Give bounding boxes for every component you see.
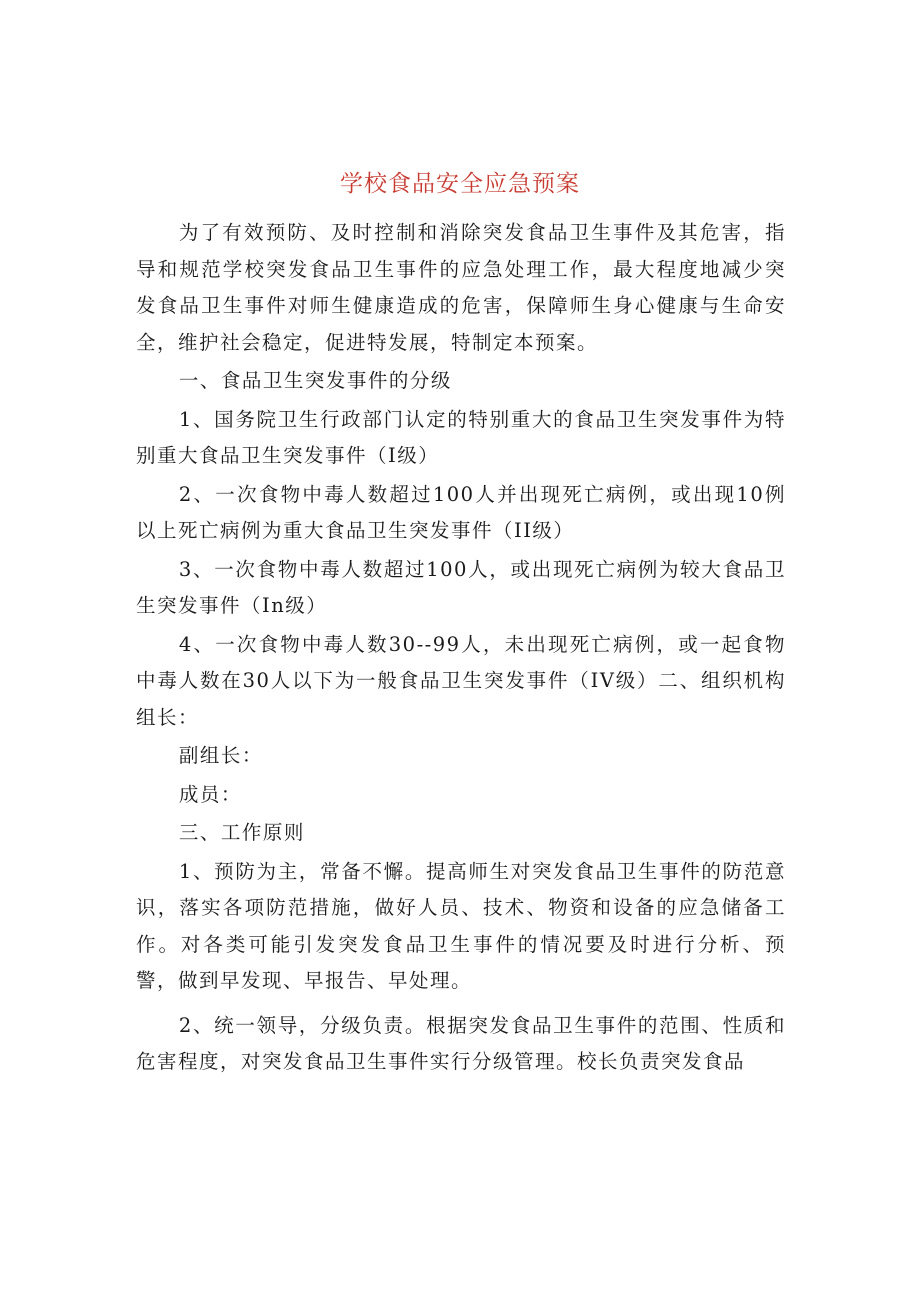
document-title: 学校食品安全应急预案	[340, 171, 580, 197]
grading-item-3: 3、一次食物中毒人数超过100人，或出现死亡病例为较大食品卫生突发事件（In级）	[136, 557, 786, 617]
section-heading-principles: 三、工作原则	[178, 821, 305, 844]
vice-leader-line: 副组长：	[178, 744, 263, 767]
document-body	[136, 215, 786, 1081]
section-heading-grading: 一、食品卫生突发事件的分级	[178, 369, 452, 392]
grading-item-1: 1、国务院卫生行政部门认定的特别重大的食品卫生突发事件为特别重大食品卫生突发事件（I级）	[136, 407, 786, 467]
members-line: 成员：	[178, 782, 242, 806]
principle-item-1: 1、预防为主，常备不懈。提高师生对突发食品卫生事件的防范意识，落实各项防范措施，做好人员、技术、物资和设备的应急储备工作。对各类可能引发突发食品卫生事件的情况要及时进行分析、预警，做到早发现、早报告、早处理。	[136, 859, 786, 992]
grading-item-4: 4、一次食物中毒人数30--99人，未出现死亡病例，或一起食物中毒人数在30人以下为一般食品卫生突发事件（IV级）二、组织机构组长：	[136, 632, 786, 729]
grading-item-2: 2、一次食物中毒人数超过100人并出现死亡病例，或出现10例以上死亡病例为重大食品卫生突发事件（II级）	[136, 482, 786, 542]
intro-paragraph: 为了有效预防、及时控制和消除突发食品卫生事件及其危害，指导和规范学校突发食品卫生事件的应急处理工作，最大程度地减少突发食品卫生事件对师生健康造成的危害，保障师生身心健康与生命安全，维护社会稳定，促进特发展，特制定本预案。	[136, 221, 786, 354]
principle-item-2: 2、统一领导，分级负责。根据突发食品卫生事件的范围、性质和危害程度，对突发食品卫生事件实行分级管理。校长负责突发食品	[136, 1013, 786, 1073]
